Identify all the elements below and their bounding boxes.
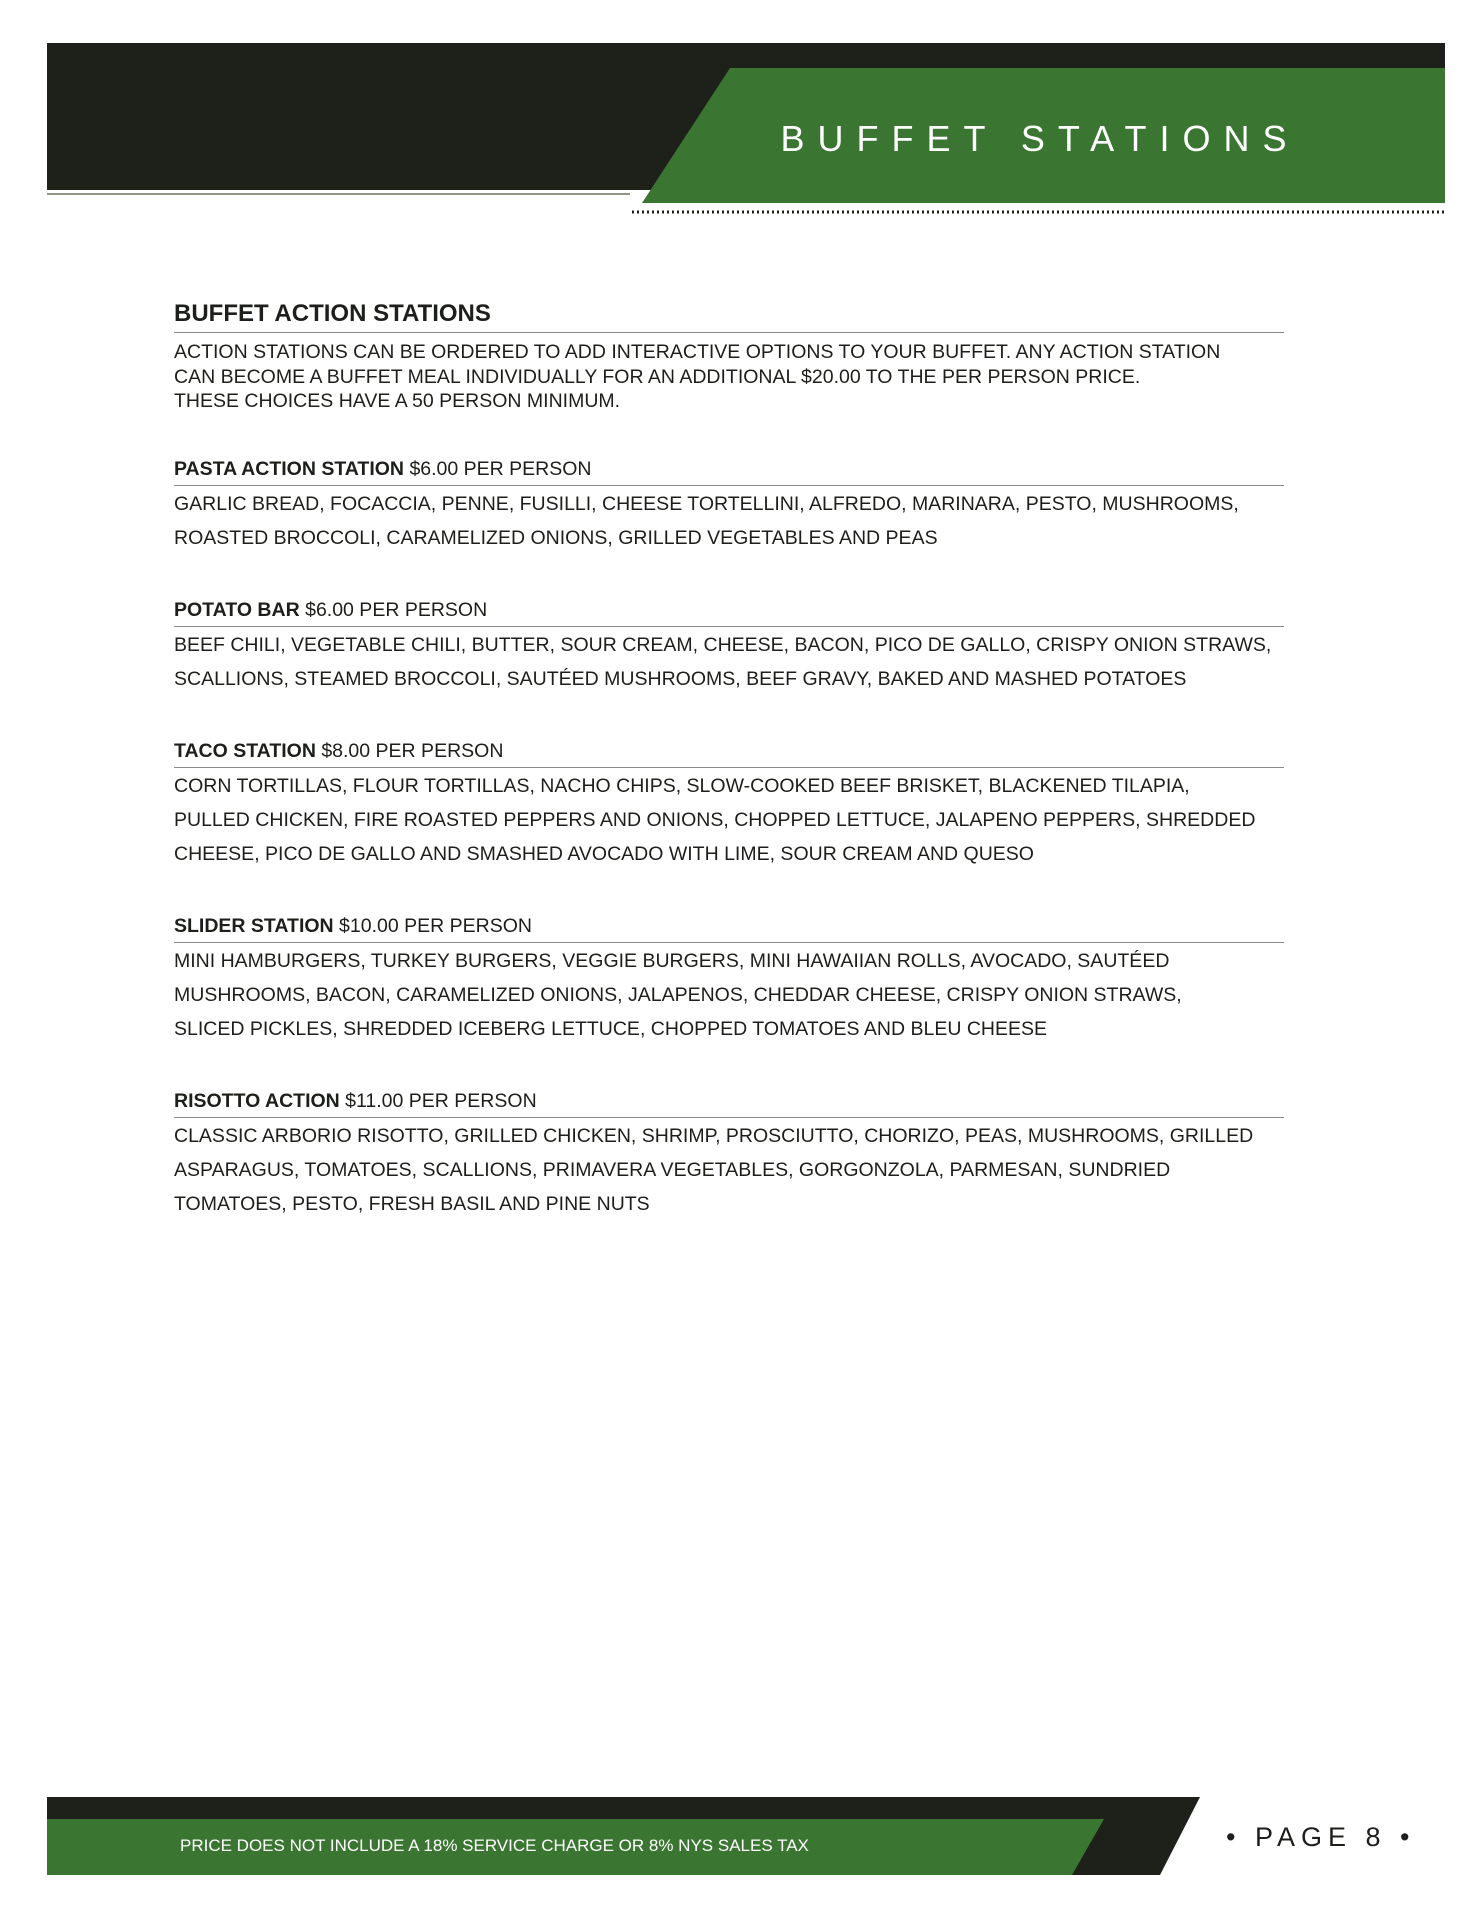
station-name: POTATO BAR	[174, 598, 300, 621]
header-banner	[0, 0, 1484, 230]
station-item-line: CHEESE, PICO DE GALLO AND SMASHED AVOCADO WITH LIME, SOUR CREAM AND QUESO	[174, 842, 1034, 865]
station-item-line: MINI HAMBURGERS, TURKEY BURGERS, VEGGIE BURGERS, MINI HAWAIIAN ROLLS, AVOCADO, SAUTÉED	[174, 949, 1170, 972]
intro-line: CAN BECOME A BUFFET MEAL INDIVIDUALLY FOR AN ADDITIONAL $20.00 TO THE PER PERSON PRICE.	[174, 365, 1141, 388]
station-potato-bar	[174, 599, 1294, 696]
station-items	[174, 1119, 1294, 1221]
station-items	[174, 628, 1294, 696]
station-item-line: BEEF CHILI, VEGETABLE CHILI, BUTTER, SOUR CREAM, CHEESE, BACON, PICO DE GALLO, CRISPY ONION STRAWS,	[174, 633, 1272, 656]
station-item-line: PULLED CHICKEN, FIRE ROASTED PEPPERS AND ONIONS, CHOPPED LETTUCE, JALAPENO PEPPERS, SHREDDED	[174, 808, 1256, 831]
intro-line: ACTION STATIONS CAN BE ORDERED TO ADD INTERACTIVE OPTIONS TO YOUR BUFFET. ANY ACTION STATION	[174, 341, 1221, 363]
station-price: $10.00 PER PERSON	[339, 914, 532, 937]
page-number: • PAGE 8 •	[1226, 1822, 1416, 1852]
footer-tax-note: PRICE DOES NOT INCLUDE A 18% SERVICE CHARGE OR 8% NYS SALES TAX	[180, 1836, 809, 1855]
station-item-line: MUSHROOMS, BACON, CARAMELIZED ONIONS, JALAPENOS, CHEDDAR CHEESE, CRISPY ONION STRAWS,	[174, 983, 1182, 1006]
page-title: BUFFET STATIONS	[780, 118, 1300, 159]
intro-line: THESE CHOICES HAVE A 50 PERSON MINIMUM.	[174, 390, 621, 412]
station-item-line: SLICED PICKLES, SHREDDED ICEBERG LETTUCE, CHOPPED TOMATOES AND BLEU CHEESE	[174, 1017, 1048, 1040]
station-header	[174, 915, 1284, 943]
station-price: $6.00 PER PERSON	[305, 598, 488, 621]
station-name: SLIDER STATION	[174, 914, 334, 937]
station-name: TACO STATION	[174, 739, 316, 762]
station-header	[174, 740, 1284, 768]
station-item-line: CLASSIC ARBORIO RISOTTO, GRILLED CHICKEN, SHRIMP, PROSCIUTTO, CHORIZO, PEAS, MUSHROOMS, GRILLED	[174, 1124, 1254, 1147]
station-pasta	[174, 458, 1294, 555]
station-items	[174, 769, 1294, 871]
station-header	[174, 599, 1284, 627]
station-risotto	[174, 1090, 1294, 1221]
station-name: RISOTTO ACTION	[174, 1089, 340, 1112]
station-item-line: SCALLIONS, STEAMED BROCCOLI, SAUTÉED MUSHROOMS, BEEF GRAVY, BAKED AND MASHED POTATOES	[174, 667, 1187, 690]
station-name: PASTA ACTION STATION	[174, 457, 405, 480]
station-price: $8.00 PER PERSON	[321, 739, 504, 762]
station-slider	[174, 915, 1294, 1046]
station-item-line: TOMATOES, PESTO, FRESH BASIL AND PINE NUTS	[174, 1192, 650, 1215]
station-price: $6.00 PER PERSON	[409, 457, 592, 480]
station-taco	[174, 740, 1294, 871]
station-items	[174, 487, 1294, 555]
station-items	[174, 944, 1294, 1046]
station-price: $11.00 PER PERSON	[345, 1089, 537, 1112]
station-item-line: GARLIC BREAD, FOCACCIA, PENNE, FUSILLI, CHEESE TORTELLINI, ALFREDO, MARINARA, PESTO, MUSHROOMS,	[174, 492, 1239, 515]
section-intro	[174, 340, 1294, 414]
main-content	[174, 300, 1294, 1221]
station-header	[174, 1090, 1284, 1118]
station-item-line: CORN TORTILLAS, FLOUR TORTILLAS, NACHO CHIPS, SLOW-COOKED BEEF BRISKET, BLACKENED TILAPIA,	[174, 774, 1190, 797]
section-heading: BUFFET ACTION STATIONS	[174, 300, 1284, 333]
station-header	[174, 458, 1284, 486]
station-item-line: ROASTED BROCCOLI, CARAMELIZED ONIONS, GRILLED VEGETABLES AND PEAS	[174, 526, 938, 549]
station-item-line: ASPARAGUS, TOMATOES, SCALLIONS, PRIMAVERA VEGETABLES, GORGONZOLA, PARMESAN, SUNDRIED	[174, 1158, 1171, 1181]
